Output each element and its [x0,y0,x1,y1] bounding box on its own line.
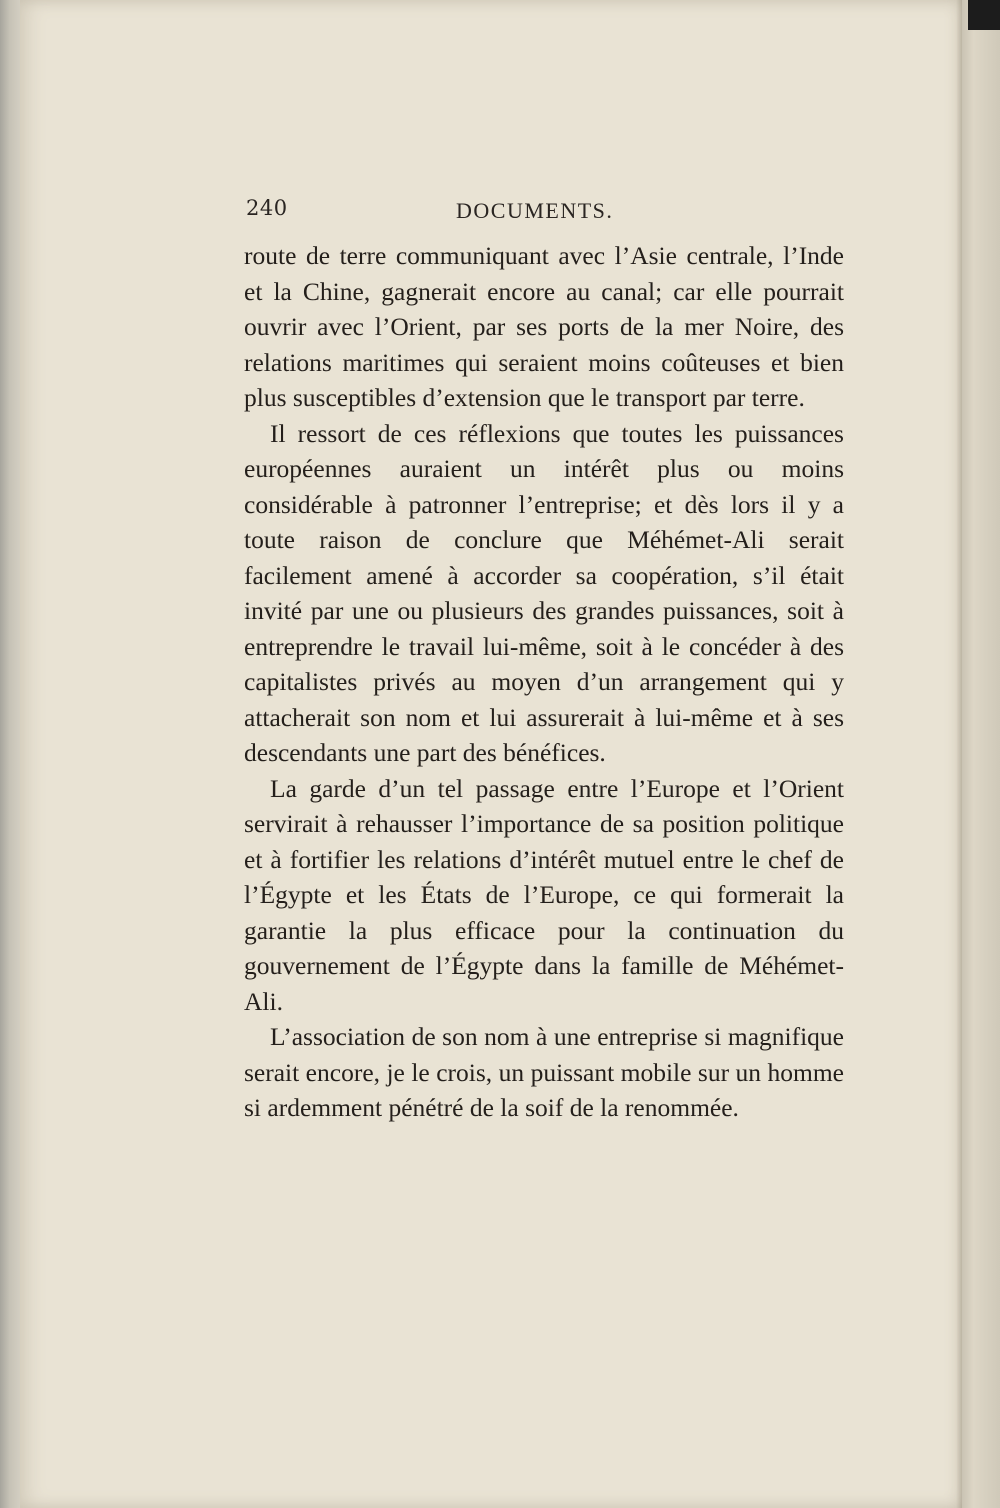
body-text [244,238,844,1126]
book-page [20,0,962,1508]
paragraph-2: Il ressort de ces réflexions que toutes les puissances européennes auraient un intérêt plus ou moins considérable à patronner l’entreprise; et dès lors il y a toute raison de conclure que Méhémet-Ali serait facilement amené à accorder sa coopération, s’il était invité par une ou plusieurs des grandes puissances, soit à entreprendre le travail lui-même, soit à le concéder à des capitalistes privés au moyen d’un arrangement qui y attacherait son nom et lui assurerait à lui-même et à ses descendants une part des bénéfices. [244,418,844,767]
running-title: DOCUMENTS. [456,198,614,223]
running-head [20,0,962,240]
next-page-edge [962,0,1000,1508]
paragraph-3: La garde d’un tel passage entre l’Europe et l’Orient servirait à rehausser l’importance de sa position politique et à fortifier les relations d’intérêt mutuel entre le chef de l’Égypte et les États de l’Europe, ce qui formerait la garantie la plus efficace pour la continuation du gouvernement de l’Égypte dans la famille de Méhémet-Ali. [244,773,844,1016]
page-number: 240 [246,196,288,220]
scan-background-corner [968,0,1000,30]
paragraph-1: route de terre communiquant avec l’Asie centrale, l’Inde et la Chine, gagnerait encore au canal; car elle pourrait ouvrir avec l’Orient, par ses ports de la mer Noire, des relations maritimes qui seraient moins coûteuses et bien plus susceptibles d’extension que le transport par terre. [244,241,844,412]
paragraph-4: L’association de son nom à une entreprise si magnifique serait encore, je le crois, un puissant mobile sur un homme si ardemment pénétré de la soif de la renommée. [244,1022,844,1122]
